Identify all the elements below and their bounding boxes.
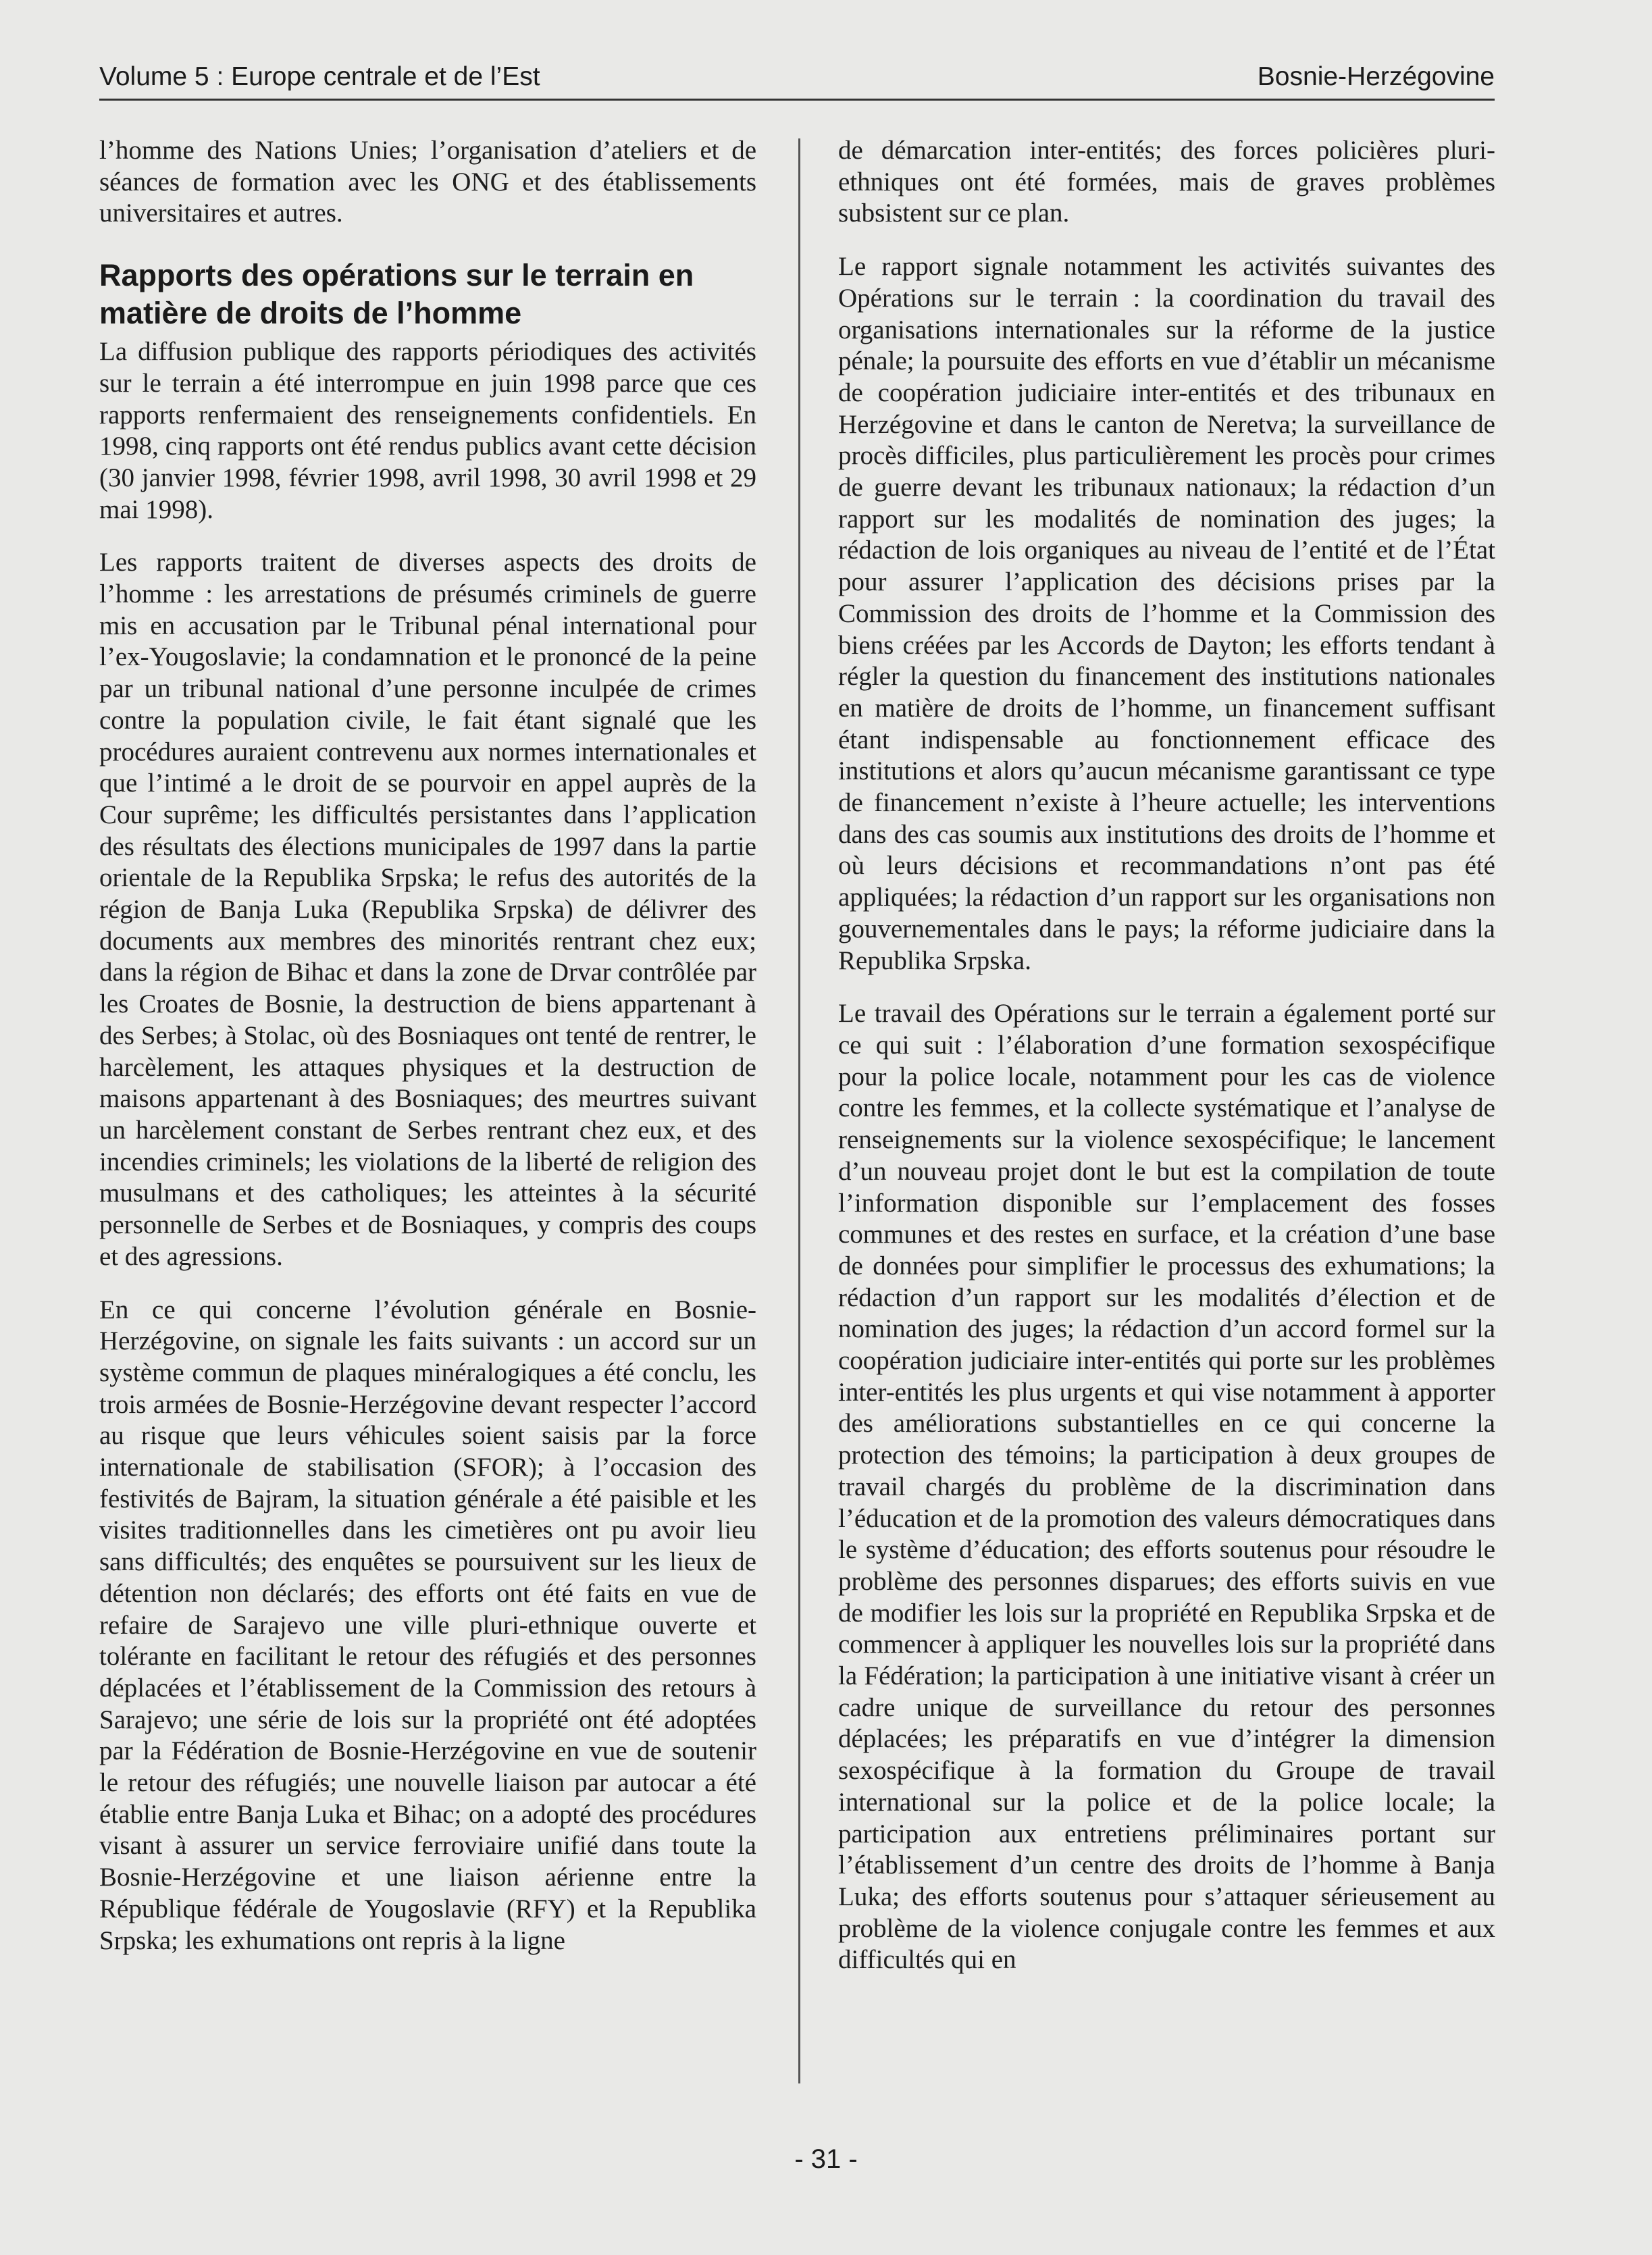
left-column xyxy=(99,135,756,1978)
paragraph-continued: l’homme des Nations Unies; l’organisation d’ateliers et de séances de formation avec les ONG et des établissements universitaires et autres. xyxy=(99,136,756,228)
header-volume-title: Volume 5 : Europe centrale et de l’Est xyxy=(99,62,540,91)
paragraph-public-reports: La diffusion publique des rapports périodiques des activités sur le terrain a été interrompue en juin 1998 parce que ces rapports renfermaient des renseignements confidentiels. En 1998, cinq rapports ont été rendus publics avant cette décision (30 janvier 1998, février 1998, avril 1998, 30 avril 1998 et 29 mai 1998). xyxy=(99,337,756,524)
right-column xyxy=(838,135,1495,1998)
running-header xyxy=(99,59,1495,101)
paragraph-field-work: Le travail des Opérations sur le terrain a également porté sur ce qui suit : l’élaboration d’une formation sexospécifique pour la police locale, notamment pour les cas de violence contre les femmes, et la collecte systématique et l’analyse de renseignements sur la violence sexospécifique; le lancement d’un nouveau projet dont le but est la compilation de toute l’information disponible sur l’emplacement des fosses communes et des restes en surface, et la création d’une base de données pour simplifier le processus des exhumations; la rédaction d’un rapport sur les modalités d’élection et de nomination des juges; la rédaction d’un accord formel sur la coopération judiciaire inter-entités qui porte sur les problèmes inter-entités les plus urgents et qui vise notamment à apporter des améliorations substantielles en ce qui concerne la protection des témoins; la participation à deux groupes de travail chargés du problème de la discrimination dans l’éducation et de la promotion des valeurs démocratiques dans le système d’éducation; des efforts soutenus pour résoudre le problème des personnes disparues; des efforts suivis en vue de modifier les lois sur la propriété en Republika Srpska et de commencer à appliquer les nouvelles lois sur la propriété dans la Fédération; la participation à une initiative visant à créer un cadre unique de surveillance du retour des personnes déplacées; les préparatifs en vue d’intégrer la dimension sexospécifique à la formation du Groupe de travail international sur la police et de la police locale; la participation aux entretiens préliminaires portant sur l’établissement d’un centre des droits de l’homme à Banja Luka; des efforts soutenus pour s’attaquer sérieusement au problème de la violence conjugale contre les femmes et aux difficultés qui en xyxy=(838,999,1495,1975)
header-country: Bosnie-Herzégovine xyxy=(1257,62,1495,91)
paragraph-report-topics: Les rapports traitent de diverses aspects des droits de l’homme : les arrestations de présumés criminels de guerre mis en accusation par le Tribunal pénal international pour l’ex-Yougoslavie; la condamnation et le prononcé de la peine par un tribunal national d’une personne inculpée de crimes contre la population civile, le fait étant signalé que les procédures auraient contrevenu aux normes internationales et que l’intimé a le droit de se pourvoir en appel auprès de la Cour suprême; les difficultés persistantes dans l’application des résultats des élections municipales de 1997 dans la partie orientale de la Republika Srpska; le refus des autorités de la région de Banja Luka (Republika Srpska) de délivrer des documents aux membres des minorités rentrant chez eux; dans la région de Bihac et dans la zone de Drvar contrôlée par les Croates de Bosnie, la destruction de biens appartenant à des Serbes; à Stolac, où des Bosniaques ont tenté de rentrer, le harcèlement, les attaques physiques et la destruction de maisons appartenant à des Bosniaques; des meurtres suivant un harcèlement constant de Serbes rentrant chez eux, et des incendies criminels; les violations de la liberté de religion des musulmans et des catholiques; les atteintes à la sécurité personnelle de Serbes et de Bosniaques, y compris des coups et des agressions. xyxy=(99,548,756,1271)
page-number: - 31 - xyxy=(794,2144,858,2174)
column-divider xyxy=(798,138,800,2083)
paragraph-field-activities: Le rapport signale notamment les activités suivantes des Opérations sur le terrain : la coordination du travail des organisations internationales sur la réforme de la justice pénale; la poursuite des efforts en vue d’établir un mécanisme de coopération judiciaire inter-entités et des tribunaux en Herzégovine et dans le canton de Neretva; la surveillance de procès difficiles, plus particulièrement les procès pour crimes de guerre devant les tribunaux nationaux; la rédaction d’un rapport sur les modalités de nomination des juges; la rédaction de lois organiques au niveau de l’entité et de l’État pour assurer l’application des décisions prises par la Commission des droits de l’homme et la Commission des biens créées par les Accords de Dayton; les efforts tendant à régler la question du financement des institutions nationales en matière de droits de l’homme, un financement suffisant étant indispensable au fonctionnement efficace des institutions et alors qu’aucun mécanisme garantissant ce type de financement n’existe à l’heure actuelle; les interventions dans des cas soumis aux institutions des droits de l’homme et où leurs décisions et recommandations n’ont pas été appliquées; la rédaction d’un rapport sur les organisations non gouvernementales dans le pays; la réforme judiciaire dans la Republika Srpska. xyxy=(838,252,1495,975)
paragraph-general-developments: En ce qui concerne l’évolution générale en Bosnie-Herzégovine, on signale les faits suivants : un accord sur un système commun de plaques minéralogiques a été conclu, les trois armées de Bosnie-Herzégovine devant respecter l’accord au risque que leurs véhicules soient saisis par la force internationale de stabilisation (SFOR); à l’occasion des festivités de Bajram, la situation générale a été paisible et les visites traditionnelles dans les cimetières ont pu avoir lieu sans difficultés; des enquêtes se poursuivent sur les lieux de détention non déclarés; des efforts ont été faits en vue de refaire de Sarajevo une ville pluri-ethnique ouverte et tolérante en facilitant le retour des réfugiés et des personnes déplacées et l’établissement de la Commission des retours à Sarajevo; une série de lois sur la propriété ont été adoptées par la Fédération de Bosnie-Herzégovine en vue de soutenir le retour des réfugiés; une nouvelle liaison par autocar a été établie entre Banja Luka et Bihac; on a adopté des procédures visant à assurer un service ferroviaire unifié dans toute la Bosnie-Herzégovine et une liaison aérienne entre la République fédérale de Yougoslavie (RFY) et la Republika Srpska; les exhumations ont repris à la ligne xyxy=(99,1295,756,1955)
paragraph-continued-right: de démarcation inter-entités; des forces policières pluri-ethniques ont été formées, mais de graves problèmes subsistent sur ce plan. xyxy=(838,136,1495,228)
section-heading: Rapports des opérations sur le terrain en matière de droits de l’homme xyxy=(99,258,694,331)
